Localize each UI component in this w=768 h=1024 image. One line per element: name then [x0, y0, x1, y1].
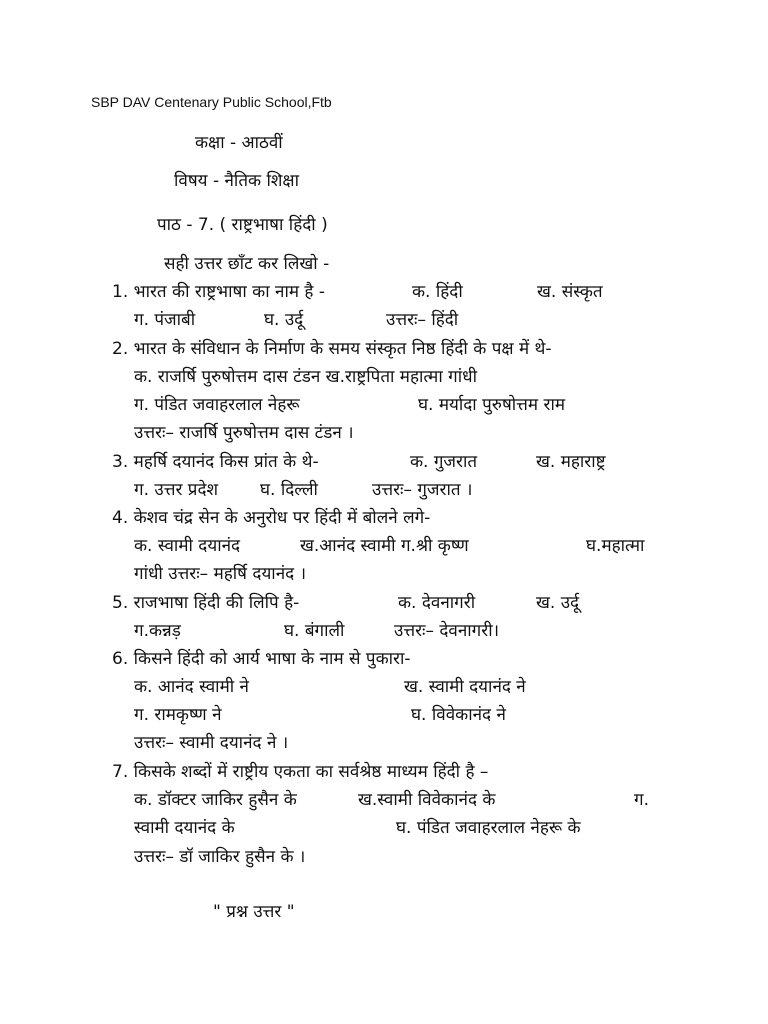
option-ga-text: स्वामी दयानंद के	[134, 818, 235, 838]
option-gha: घ. दिल्ली	[260, 480, 318, 500]
option-ga: ग. पंजाबी	[134, 310, 196, 330]
instruction-line: सही उत्तर छाँट कर लिखो -	[164, 254, 330, 274]
option-ga: ग. रामकृष्ण ने	[134, 705, 222, 725]
option-ka: क. देवनागरी	[398, 593, 476, 613]
question-text: 6. किसने हिंदी को आर्य भाषा के नाम से पुकारा-	[112, 649, 411, 669]
question-text: 1. भारत की राष्ट्रभाषा का नाम है -	[112, 282, 325, 302]
class-line: कक्षा - आठवीं	[195, 133, 283, 153]
option-kha: ख. महाराष्ट्र	[536, 452, 606, 472]
option-ka: क. आनंद स्वामी ने	[134, 677, 249, 697]
question-text: 7. किसके शब्दों में राष्ट्रीय एकता का सर्वश्रेष्ठ माध्यम हिंदी है –	[112, 762, 489, 782]
answer-text: उत्तरः– स्वामी दयानंद ने ।	[134, 733, 289, 753]
answer-text: उत्तरः– हिंदी	[386, 310, 459, 330]
option-ga: ग. पंडित जवाहरलाल नेहरू	[134, 395, 300, 415]
answer-text: गांधी उत्तरः– महर्षि दयानंद ।	[134, 564, 307, 584]
option-ka: क. स्वामी दयानंद	[134, 536, 241, 556]
answer-text: उत्तरः– गुजरात ।	[372, 480, 473, 500]
option-kha: ख.स्वामी विवेकानंद के	[358, 790, 496, 810]
option-ka-kha: क. राजर्षि पुरुषोत्तम दास टंडन ख.राष्ट्रपिता महात्मा गांधी	[134, 367, 477, 387]
footer-heading: " प्रश्न उत्तर "	[213, 902, 295, 922]
option-gha: घ. उर्दू	[264, 310, 304, 330]
option-kha: ख. स्वामी दयानंद ने	[404, 677, 526, 697]
option-ka: क. डॉक्टर जाकिर हुसैन के	[134, 790, 297, 810]
option-gha: घ. मर्यादा पुरुषोत्तम राम	[418, 395, 566, 415]
answer-text: उत्तरः– डॉ जाकिर हुसैन के ।	[134, 847, 306, 867]
option-gha: घ.महात्मा	[586, 536, 645, 556]
option-ka: क. हिंदी	[412, 282, 463, 302]
answer-text: उत्तरः– देवनागरी।	[394, 621, 500, 641]
question-text: 3. महर्षि दयानंद किस प्रांत के थे-	[112, 452, 319, 472]
option-gha: घ. विवेकानंद ने	[411, 705, 506, 725]
option-ga: ग.कन्नड़	[134, 621, 181, 641]
school-name: SBP DAV Centenary Public School,Ftb	[91, 94, 332, 110]
lesson-title: पाठ - 7. ( राष्ट्रभाषा हिंदी )	[157, 215, 328, 235]
answer-text: उत्तरः– राजर्षि पुरुषोत्तम दास टंडन ।	[134, 423, 354, 443]
option-ka: क. गुजरात	[410, 452, 478, 472]
option-kha-ga: ख.आनंद स्वामी ग.श्री कृष्ण	[300, 536, 469, 556]
question-text: 2. भारत के संविधान के निर्माण के समय संस्कृत निष्ठ हिंदी के पक्ष में थे-	[112, 339, 552, 359]
question-text: 5. राजभाषा हिंदी की लिपि है-	[112, 593, 300, 613]
question-text: 4. केशव चंद्र सेन के अनुरोध पर हिंदी में बोलने लगे-	[112, 508, 431, 528]
option-gha: घ. बंगाली	[284, 621, 345, 641]
option-kha: ख. संस्कृत	[537, 282, 603, 302]
option-ga: ग. उत्तर प्रदेश	[134, 480, 219, 500]
option-kha: ख. उर्दू	[536, 593, 580, 613]
subject-line: विषय - नैतिक शिक्षा	[174, 171, 300, 191]
option-ga-label: ग.	[634, 790, 649, 810]
option-gha: घ. पंडित जवाहरलाल नेहरू के	[396, 818, 581, 838]
